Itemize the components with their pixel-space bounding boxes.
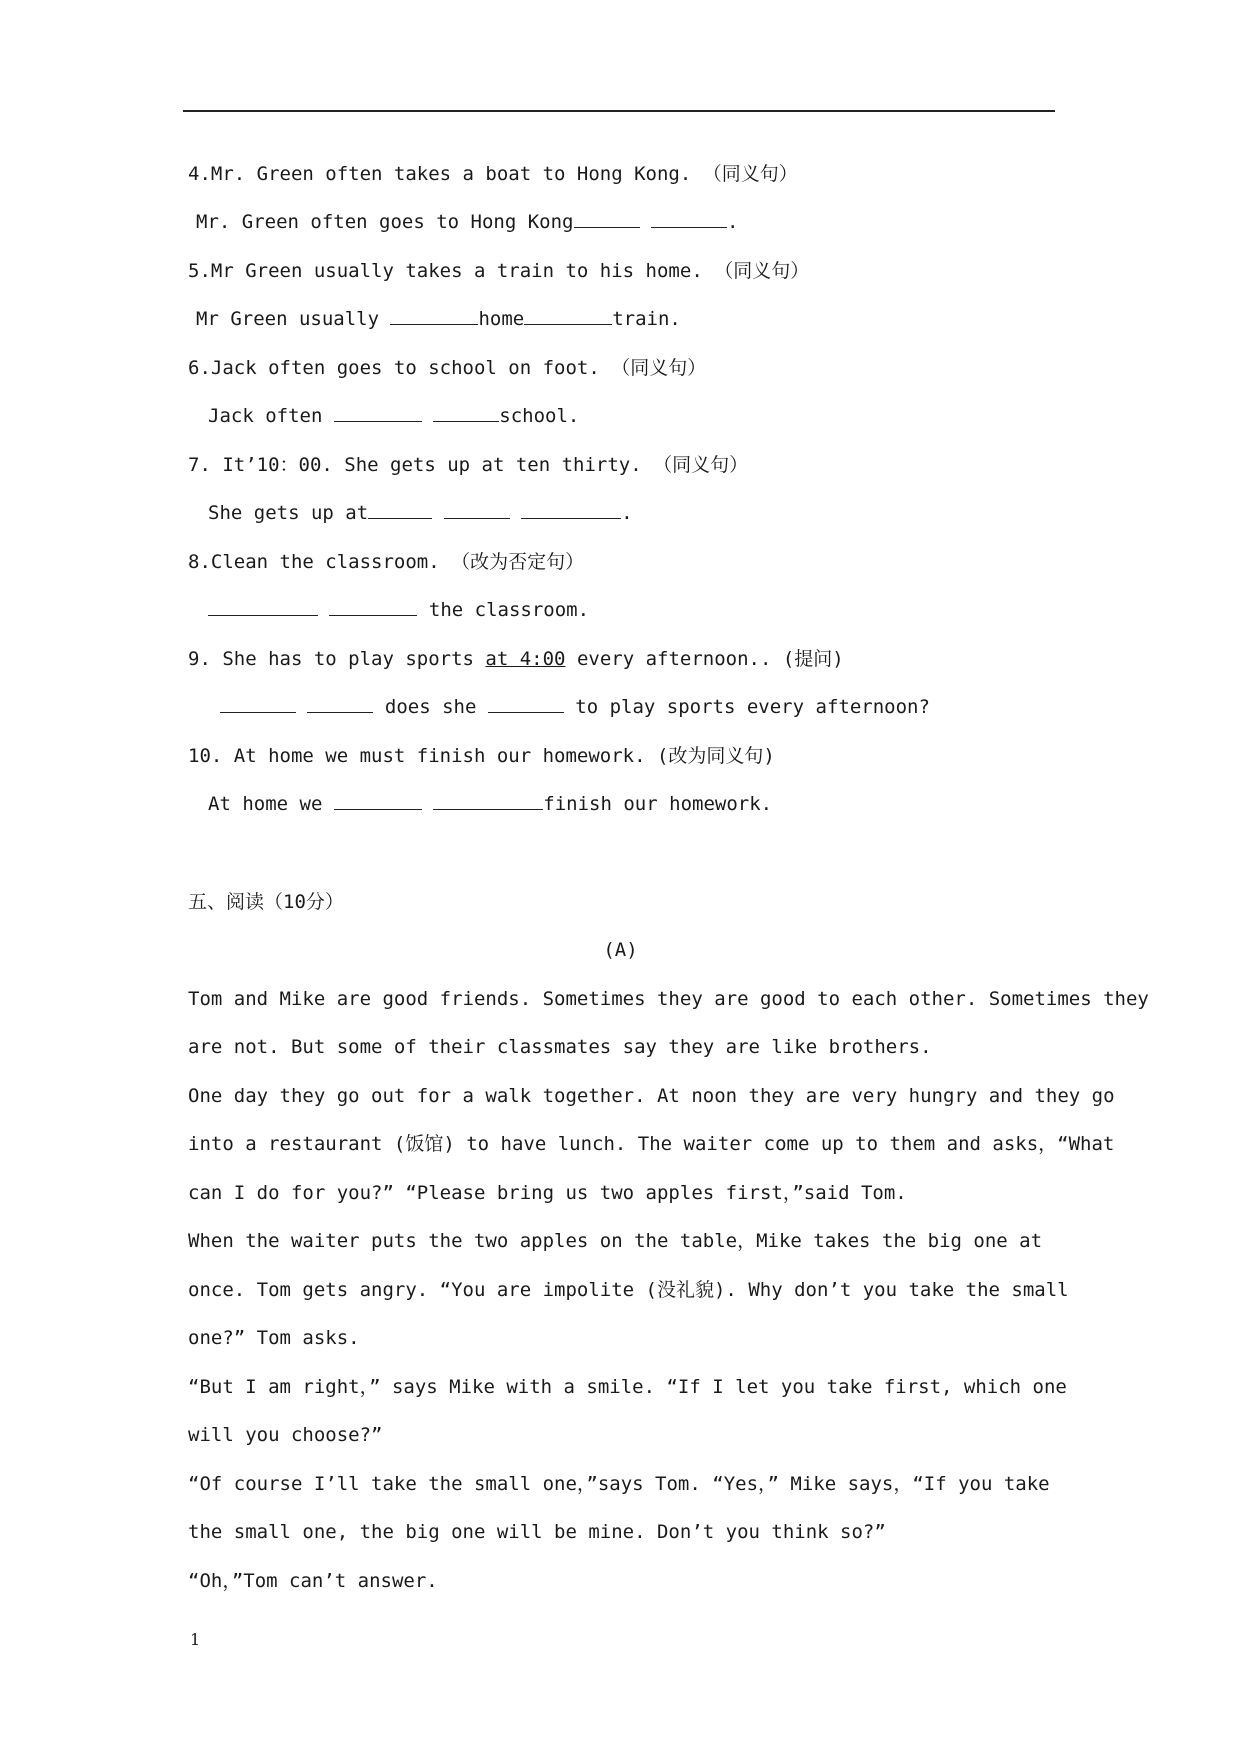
answer-blank[interactable] xyxy=(433,791,543,810)
passage-line: are not. But some of their classmates say they are like brothers. xyxy=(188,1036,932,1058)
answer-blank[interactable] xyxy=(329,597,417,616)
passage-line: “Of course I’ll take the small one，”says Tom. “Yes，” Mike says，“If you take xyxy=(188,1473,1050,1495)
answer-blank[interactable] xyxy=(334,403,422,422)
answer-blank[interactable] xyxy=(524,306,612,325)
answer-blank[interactable] xyxy=(220,694,296,713)
passage-line: into a restaurant (饭馆) to have lunch. The waiter come up to them and asks，“What xyxy=(188,1133,1115,1155)
answer-blank[interactable] xyxy=(368,500,432,519)
answer-blank[interactable] xyxy=(574,209,640,228)
question-9: 9. She has to play sports at 4:00 every afternoon.. (提问) xyxy=(188,648,844,670)
answer-6: Jack often school. xyxy=(208,405,580,427)
page-number: 1 xyxy=(190,1630,201,1649)
question-8: 8.Clean the classroom. （改为否定句） xyxy=(188,551,585,573)
answer-blank[interactable] xyxy=(334,791,422,810)
passage-line: One day they go out for a walk together. At noon they are very hungry and they go xyxy=(188,1085,1115,1107)
answer-5: Mr Green usually home train. xyxy=(196,308,681,330)
answer-blank[interactable] xyxy=(488,694,564,713)
question-6: 6.Jack often goes to school on foot. （同义句） xyxy=(188,357,707,379)
question-5: 5.Mr Green usually takes a train to his home. （同义句） xyxy=(188,260,810,282)
passage-line: once. Tom gets angry. “You are impolite (没礼貌). Why don’t you take the small xyxy=(188,1279,1069,1301)
answer-10: At home we finish our homework. xyxy=(208,793,773,815)
answer-blank[interactable] xyxy=(208,597,318,616)
answer-9: does she to play sports every afternoon? xyxy=(220,694,930,720)
answer-blank[interactable] xyxy=(651,209,727,228)
passage-line: one?” Tom asks. xyxy=(188,1327,360,1349)
answer-blank[interactable] xyxy=(433,403,499,422)
passage-line: the small one, the big one will be mine. Don’t you think so?” xyxy=(188,1521,886,1543)
passage-line: “But I am right，” says Mike with a smile. “If I let you take first, which one xyxy=(188,1376,1067,1398)
answer-8: the classroom. xyxy=(208,597,589,623)
question-7: 7. It’10：00. She gets up at ten thirty. （同义句） xyxy=(188,454,749,476)
header-rule xyxy=(183,110,1055,112)
passage-line: can I do for you?” “Please bring us two apples first，”said Tom. xyxy=(188,1182,907,1204)
answer-blank[interactable] xyxy=(521,500,621,519)
section-title: 五、阅读（10分） xyxy=(188,891,344,913)
passage-line: “Oh，”Tom can’t answer. xyxy=(188,1570,438,1592)
question-4: 4.Mr. Green often takes a boat to Hong Kong. （同义句） xyxy=(188,163,798,185)
passage-line: will you choose?” xyxy=(188,1424,383,1446)
answer-blank[interactable] xyxy=(307,694,373,713)
underlined-phrase: at 4:00 xyxy=(485,648,566,670)
passage-label: (A) xyxy=(603,939,638,961)
answer-7: She gets up at . xyxy=(208,502,633,524)
answer-4: Mr. Green often goes to Hong Kong . xyxy=(196,211,739,233)
passage-line: Tom and Mike are good friends. Sometimes they are good to each other. Sometimes they xyxy=(188,988,1149,1010)
question-10: 10. At home we must finish our homework. (改为同义句) xyxy=(188,745,775,767)
passage-line: When the waiter puts the two apples on the table，Mike takes the big one at xyxy=(188,1230,1043,1252)
answer-blank[interactable] xyxy=(390,306,478,325)
answer-blank[interactable] xyxy=(444,500,510,519)
